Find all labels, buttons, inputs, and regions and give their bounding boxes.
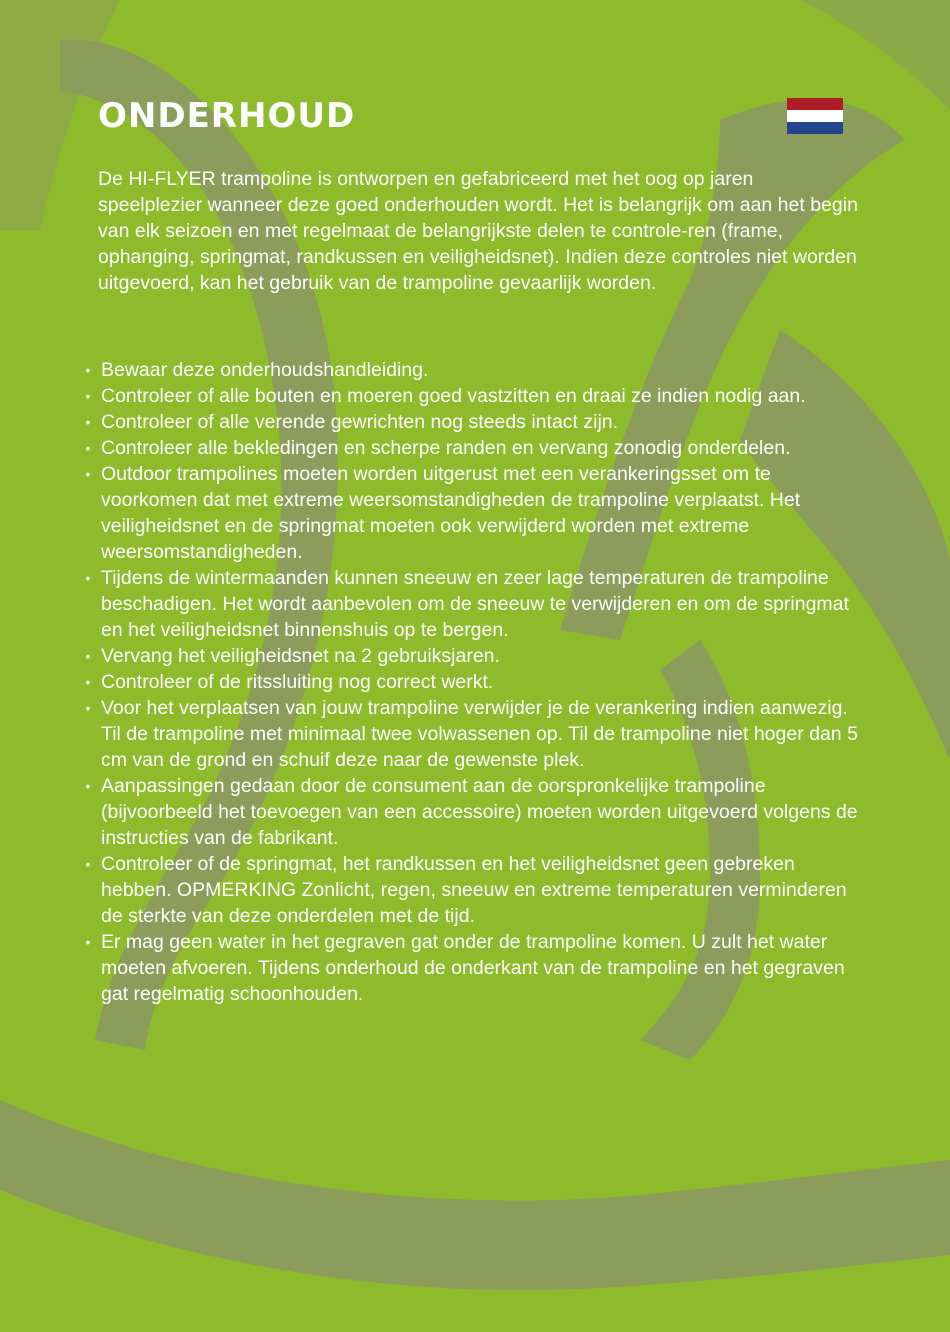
list-item-text: Voor het verplaatsen van jouw trampoline verwijder je de verankering indien aanwezig. Til de trampoline met minimaal twee volwassenen op. Til de trampoline niet hoger dan 5 cm van de grond en schuif deze naar de gewenste plek.: [101, 697, 858, 771]
list-item-text: Er mag geen water in het gegraven gat onder de trampoline komen. U zult het water moeten afvoeren. Tijdens onderhoud de onderkant van de trampoline en het gegraven gat regelmatig schoonhouden.: [101, 931, 845, 1005]
list-item-text: Controleer of de springmat, het randkussen en het veiligheidsnet geen gebreken hebben. OPMERKING Zonlicht, regen, sneeuw en extreme temperaturen verminderen de sterkte van deze onderdelen met de tijd.: [101, 853, 847, 927]
bullet-icon: •: [85, 674, 91, 690]
netherlands-flag-icon: [787, 98, 843, 134]
list-item: [82, 435, 862, 461]
list-item: [82, 409, 862, 435]
list-item-text: Outdoor trampolines moeten worden uitgerust met een verankeringsset om te voorkomen dat met extreme weersomstandigheden de trampoline verplaatst. Het veiligheidsnet en de springmat moeten ook verwijderd worden met extreme weersomstandigheden.: [101, 463, 801, 563]
list-item: [82, 357, 862, 383]
maintenance-rules-list: [82, 357, 862, 1007]
flag-stripe-red: [787, 98, 843, 110]
page-title: ONDERHOUD: [98, 96, 356, 136]
list-item-text: Controleer of alle bouten en moeren goed vastzitten en draai ze indien nodig aan.: [101, 385, 806, 407]
bullet-icon: •: [85, 414, 91, 430]
list-item: [82, 461, 862, 565]
intro-paragraph: De HI-FLYER trampoline is ontworpen en gefabriceerd met het oog op jaren speelplezier wanneer deze goed onderhouden wordt. Het is belangrijk om aan het begin van elk seizoen en met regelmaat de belangrijkste delen te controle-ren (frame, ophanging, springmat, randkussen en veiligheidsnet). Indien deze controles niet worden uitgevoerd, kan het gebruik van de trampoline gevaarlijk worden.: [98, 168, 858, 294]
bullet-icon: •: [85, 570, 91, 586]
list-item: [82, 851, 862, 929]
list-item: [82, 695, 862, 773]
flag-stripe-white: [787, 110, 843, 122]
list-item-text: Tijdens de wintermaanden kunnen sneeuw en zeer lage temperaturen de trampoline beschadigen. Het wordt aanbevolen om de sneeuw te verwijderen en om de springmat en het veiligheidsnet binnenshuis op te bergen.: [101, 567, 849, 641]
list-item-text: Controleer of alle verende gewrichten nog steeds intact zijn.: [101, 411, 619, 433]
list-item: [82, 773, 862, 851]
list-item: [82, 565, 862, 643]
bullet-icon: •: [85, 466, 91, 482]
list-item: [82, 383, 862, 409]
list-item: [82, 929, 862, 1007]
bullet-icon: •: [85, 778, 91, 794]
list-item: [82, 669, 862, 695]
bullet-icon: •: [85, 648, 91, 664]
list-item-text: Bewaar deze onderhoudshandleiding.: [101, 359, 429, 381]
list-item-text: Controleer alle bekledingen en scherpe randen en vervang zonodig onderdelen.: [101, 437, 791, 459]
bullet-icon: •: [85, 440, 91, 456]
flag-stripe-blue: [787, 122, 843, 134]
bullet-icon: •: [85, 388, 91, 404]
bullet-icon: •: [85, 362, 91, 378]
bullet-icon: •: [85, 934, 91, 950]
list-item-text: Vervang het veiligheidsnet na 2 gebruiksjaren.: [101, 645, 500, 667]
bullet-icon: •: [85, 700, 91, 716]
bullet-icon: •: [85, 856, 91, 872]
list-item: [82, 643, 862, 669]
list-item-text: Aanpassingen gedaan door de consument aan de oorspronkelijke trampoline (bijvoorbeeld het toevoegen van een accessoire) moeten worden uitgevoerd volgens de instructies van de fabrikant.: [101, 775, 858, 849]
list-item-text: Controleer of de ritssluiting nog correct werkt.: [101, 671, 494, 693]
